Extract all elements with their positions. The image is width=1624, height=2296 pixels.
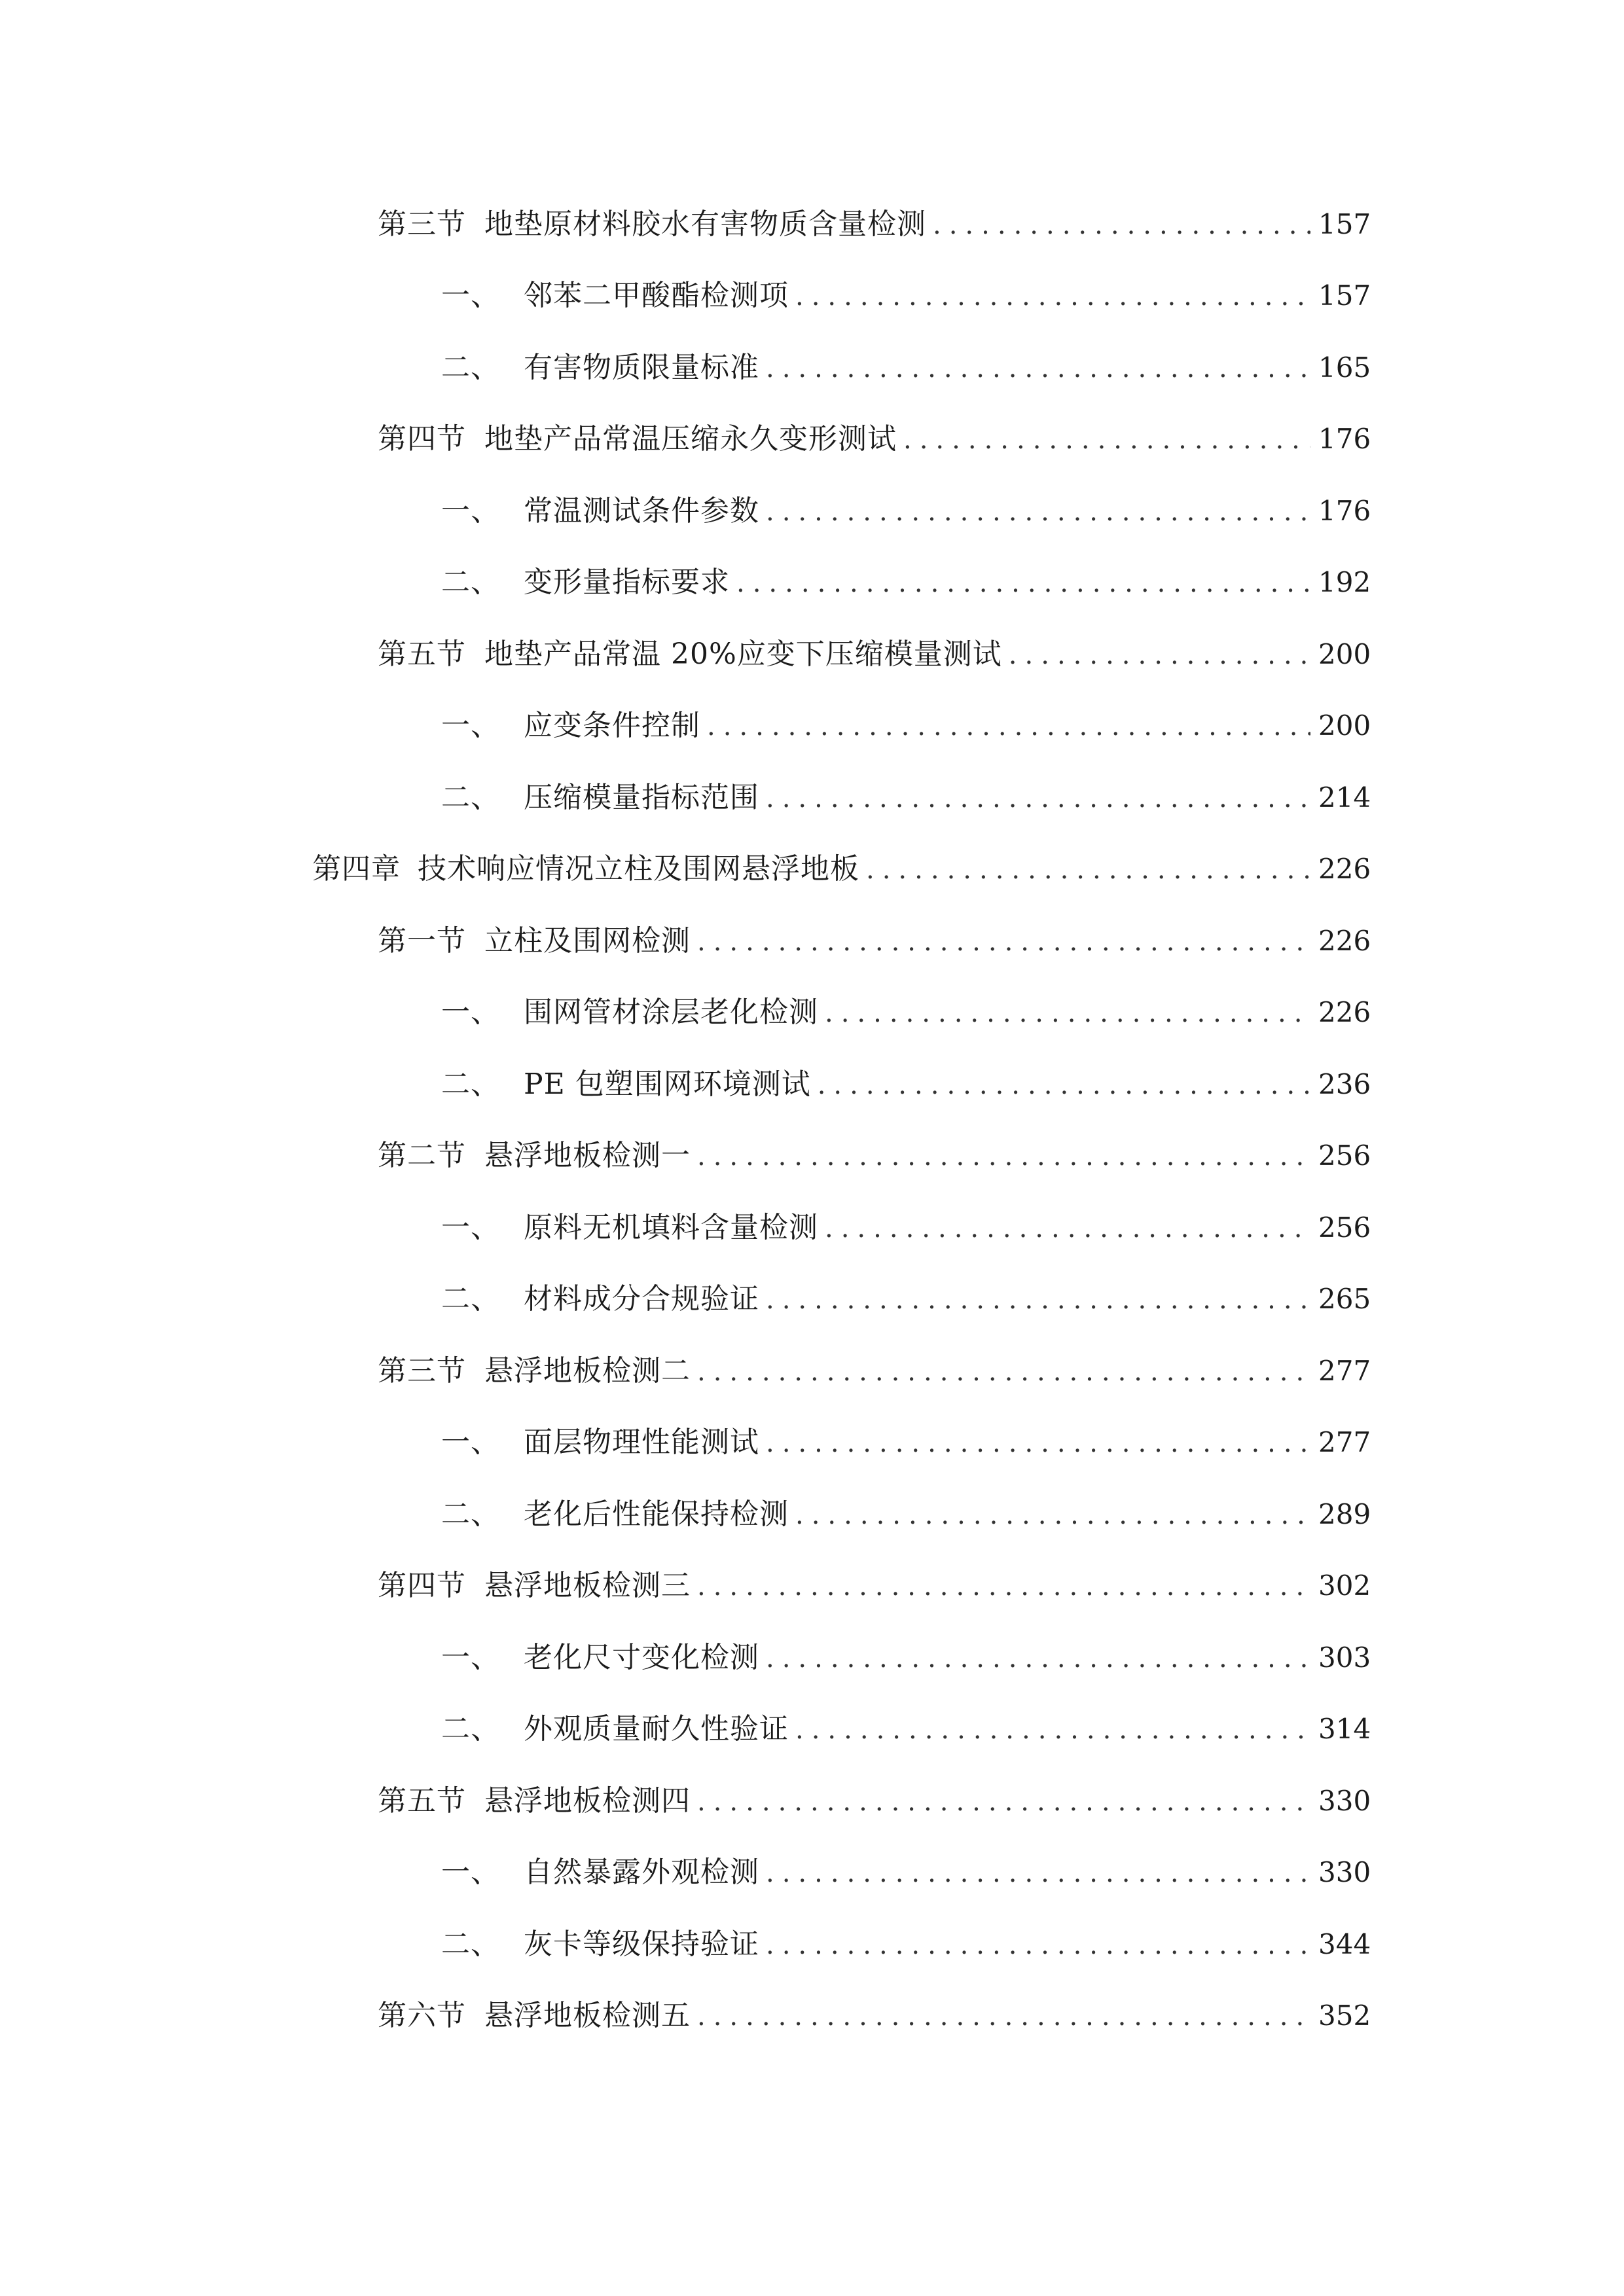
dot-leader xyxy=(697,2003,1310,2030)
toc-page-number: 344 xyxy=(1318,1928,1371,1960)
toc-page-number: 265 xyxy=(1318,1283,1371,1316)
toc-entry-number: 一、 xyxy=(441,1640,500,1674)
toc-entry-title: 外观质量耐久性验证 xyxy=(524,1712,789,1746)
toc-subsection-entry[interactable] xyxy=(0,547,1624,619)
toc-entry-label xyxy=(312,852,859,886)
toc-subsection-entry[interactable] xyxy=(0,1407,1624,1479)
toc-entry-label xyxy=(441,1927,759,1961)
toc-entry-label xyxy=(378,924,691,958)
toc-entry-number: 二、 xyxy=(441,780,500,814)
toc-entry-title: 悬浮地板检测二 xyxy=(484,1354,691,1388)
toc-entry-title: 悬浮地板检测五 xyxy=(484,1999,691,2033)
toc-entry-title: 地垫原材料胶水有害物质含量检测 xyxy=(484,207,926,241)
dot-leader xyxy=(766,1430,1310,1456)
toc-entry-row xyxy=(441,1426,1371,1460)
dot-leader xyxy=(903,427,1310,453)
toc-entry-title: 变形量指标要求 xyxy=(524,565,730,600)
toc-entry-title: 老化尺寸变化检测 xyxy=(524,1640,759,1674)
toc-entry-row xyxy=(378,1999,1371,2033)
toc-entry-number: 第三节 xyxy=(378,1354,466,1388)
toc-page-number: 214 xyxy=(1318,781,1371,814)
toc-entry-title: PE 包塑围网环境测试 xyxy=(524,1067,811,1101)
dot-leader xyxy=(766,355,1310,382)
toc-chapter-entry[interactable] xyxy=(0,834,1624,906)
toc-entry-label xyxy=(441,565,730,600)
toc-entry-title: 围网管材涂层老化检测 xyxy=(524,996,818,1030)
toc-page-number: 302 xyxy=(1318,1570,1371,1602)
toc-entry-row xyxy=(378,1569,1371,1603)
toc-section-entry[interactable] xyxy=(0,1121,1624,1193)
toc-entry-number: 一、 xyxy=(441,279,500,313)
toc-entry-title: 面层物理性能测试 xyxy=(524,1426,759,1460)
toc-entry-title: 地垫产品常温压缩永久变形测试 xyxy=(484,422,897,456)
toc-entry-row xyxy=(378,1784,1371,1818)
dot-leader xyxy=(697,1359,1310,1385)
dot-leader xyxy=(766,785,1310,812)
toc-entry-number: 二、 xyxy=(441,1712,500,1746)
toc-entry-row xyxy=(378,207,1371,241)
toc-page-number: 277 xyxy=(1318,1426,1371,1459)
toc-page-number: 200 xyxy=(1318,637,1371,670)
toc-entry-number: 一、 xyxy=(441,493,500,528)
toc-subsection-entry[interactable] xyxy=(0,260,1624,332)
dot-leader xyxy=(736,570,1310,596)
toc-section-entry[interactable] xyxy=(0,1765,1624,1837)
toc-entry-row xyxy=(378,422,1371,456)
toc-subsection-entry[interactable] xyxy=(0,1837,1624,1909)
dot-leader xyxy=(766,1932,1310,1958)
toc-entry-row xyxy=(441,493,1371,528)
toc-entry-row xyxy=(378,924,1371,958)
toc-entry-number: 二、 xyxy=(441,1067,500,1101)
toc-entry-label xyxy=(378,1569,691,1603)
toc-entry-row xyxy=(441,565,1371,600)
toc-page-number: 157 xyxy=(1318,279,1371,312)
toc-section-entry[interactable] xyxy=(0,1335,1624,1407)
toc-entry-label xyxy=(441,1210,818,1244)
dot-leader xyxy=(766,1645,1310,1672)
toc-section-entry[interactable] xyxy=(0,905,1624,977)
toc-entry-number: 第三节 xyxy=(378,207,466,241)
toc-entry-row xyxy=(378,637,1371,671)
toc-entry-label xyxy=(441,1282,759,1316)
toc-entry-row xyxy=(441,279,1371,313)
toc-entry-label xyxy=(378,637,1002,671)
toc-subsection-entry[interactable] xyxy=(0,691,1624,762)
toc-entry-title: 老化后性能保持检测 xyxy=(524,1497,789,1531)
toc-section-entry[interactable] xyxy=(0,619,1624,691)
toc-entry-number: 一、 xyxy=(441,1856,500,1890)
toc-entry-label xyxy=(441,780,759,814)
toc-entry-title: 压缩模量指标范围 xyxy=(524,780,759,814)
toc-entry-number: 一、 xyxy=(441,1210,500,1244)
dot-leader xyxy=(795,283,1310,310)
toc-entry-number: 第五节 xyxy=(378,1784,466,1818)
toc-entry-title: 悬浮地板检测三 xyxy=(484,1569,691,1603)
toc-page-number: 314 xyxy=(1318,1713,1371,1746)
toc-subsection-entry[interactable] xyxy=(0,1909,1624,1981)
toc-entry-title: 应变条件控制 xyxy=(524,709,700,743)
toc-entry-title: 悬浮地板检测一 xyxy=(484,1139,691,1173)
toc-page-number: 236 xyxy=(1318,1067,1371,1100)
toc-entry-label xyxy=(441,1067,811,1101)
toc-entry-number: 第五节 xyxy=(378,637,466,671)
toc-entry-title: 悬浮地板检测四 xyxy=(484,1784,691,1818)
dot-leader xyxy=(818,1072,1310,1098)
dot-leader xyxy=(697,1789,1310,1815)
toc-page-number: 226 xyxy=(1318,996,1371,1029)
toc-page-number: 289 xyxy=(1318,1498,1371,1530)
dot-leader xyxy=(825,1000,1310,1026)
toc-entry-row xyxy=(441,1927,1371,1961)
toc-entry-title: 原料无机填料含量检测 xyxy=(524,1210,818,1244)
toc-entry-row xyxy=(441,1640,1371,1674)
toc-entry-label xyxy=(441,996,818,1030)
toc-page-number: 192 xyxy=(1318,566,1371,599)
toc-entry-number: 第一节 xyxy=(378,924,466,958)
toc-entry-title: 邻苯二甲酸酯检测项 xyxy=(524,279,789,313)
toc-entry-title: 地垫产品常温 20%应变下压缩模量测试 xyxy=(484,637,1002,671)
dot-leader xyxy=(795,1502,1310,1528)
dot-leader xyxy=(933,212,1310,238)
toc-entry-label xyxy=(441,1856,759,1890)
toc-page-number: 330 xyxy=(1318,1784,1371,1817)
toc-entry-number: 一、 xyxy=(441,996,500,1030)
toc-entry-label xyxy=(441,1426,759,1460)
toc-subsection-entry[interactable] xyxy=(0,475,1624,547)
toc-page-number: 330 xyxy=(1318,1856,1371,1889)
toc-entry-number: 二、 xyxy=(441,1497,500,1531)
toc-subsection-entry[interactable] xyxy=(0,1694,1624,1766)
toc-entry-number: 第四章 xyxy=(312,852,401,886)
toc-page-number: 165 xyxy=(1318,351,1371,384)
toc-page-number: 176 xyxy=(1318,494,1371,527)
toc-entry-number: 第二节 xyxy=(378,1139,466,1173)
toc-entry-title: 自然暴露外观检测 xyxy=(524,1856,759,1890)
toc-page-number: 226 xyxy=(1318,924,1371,957)
toc-entry-title: 技术响应情况立柱及围网悬浮地板 xyxy=(418,852,859,886)
toc-section-entry[interactable] xyxy=(0,1551,1624,1623)
dot-leader xyxy=(766,1287,1310,1313)
toc-page-number: 200 xyxy=(1318,709,1371,742)
toc-entry-number: 二、 xyxy=(441,1927,500,1961)
toc-entry-label xyxy=(441,1640,759,1674)
toc-entry-label xyxy=(378,422,897,456)
toc-entry-title: 立柱及围网检测 xyxy=(484,924,691,958)
dot-leader xyxy=(697,929,1310,955)
toc-page-number: 226 xyxy=(1318,853,1371,886)
toc-entry-label xyxy=(378,1139,691,1173)
dot-leader xyxy=(766,1860,1310,1886)
toc-entry-number: 第六节 xyxy=(378,1999,466,2033)
toc-entry-row xyxy=(312,852,1371,886)
toc-entry-row xyxy=(441,1856,1371,1890)
toc-entry-label xyxy=(441,350,759,384)
toc-entry-label xyxy=(441,1712,789,1746)
toc-entry-title: 常温测试条件参数 xyxy=(524,493,759,528)
toc-entry-label xyxy=(441,1497,789,1531)
toc-entry-label xyxy=(378,1354,691,1388)
toc-section-entry[interactable] xyxy=(0,188,1624,260)
dot-leader xyxy=(697,1573,1310,1600)
toc-entry-row xyxy=(378,1139,1371,1173)
toc-entry-number: 二、 xyxy=(441,1282,500,1316)
toc-entry-number: 第四节 xyxy=(378,422,466,456)
toc-subsection-entry[interactable] xyxy=(0,1622,1624,1694)
dot-leader xyxy=(866,857,1310,883)
toc-entry-label xyxy=(441,279,789,313)
toc-entry-row xyxy=(441,1067,1371,1101)
toc-subsection-entry[interactable] xyxy=(0,762,1624,834)
toc-page-number: 176 xyxy=(1318,423,1371,456)
toc-entry-label xyxy=(378,1784,691,1818)
toc-subsection-entry[interactable] xyxy=(0,1049,1624,1121)
toc-entry-title: 材料成分合规验证 xyxy=(524,1282,759,1316)
toc-page-number: 256 xyxy=(1318,1139,1371,1172)
dot-leader xyxy=(795,1717,1310,1743)
toc-section-entry[interactable] xyxy=(0,1981,1624,2053)
toc-entry-number: 二、 xyxy=(441,350,500,384)
dot-leader xyxy=(825,1215,1310,1242)
toc-entry-label xyxy=(441,709,700,743)
toc-page-number: 277 xyxy=(1318,1354,1371,1387)
toc-entry-row xyxy=(441,350,1371,384)
toc-entry-row xyxy=(441,1712,1371,1746)
toc-entry-label xyxy=(378,1999,691,2033)
toc-page-number: 352 xyxy=(1318,2000,1371,2032)
toc-entry-row xyxy=(441,1282,1371,1316)
toc-subsection-entry[interactable] xyxy=(0,1192,1624,1264)
toc-subsection-entry[interactable] xyxy=(0,1264,1624,1336)
dot-leader xyxy=(707,713,1310,740)
toc-entry-number: 一、 xyxy=(441,1426,500,1460)
dot-leader xyxy=(1009,642,1310,668)
toc-entry-number: 第四节 xyxy=(378,1569,466,1603)
toc-subsection-entry[interactable] xyxy=(0,977,1624,1049)
toc-entry-row xyxy=(441,780,1371,814)
toc-page-number: 303 xyxy=(1318,1641,1371,1674)
toc-entry-row xyxy=(441,709,1371,743)
dot-leader xyxy=(697,1143,1310,1170)
toc-entry-label xyxy=(378,207,926,241)
toc-entry-number: 一、 xyxy=(441,709,500,743)
toc-entry-row xyxy=(441,1497,1371,1531)
toc-entry-title: 有害物质限量标准 xyxy=(524,350,759,384)
toc-entry-label xyxy=(441,493,759,528)
toc-entry-row xyxy=(441,996,1371,1030)
toc-subsection-entry[interactable] xyxy=(0,1479,1624,1551)
toc-entry-row xyxy=(378,1354,1371,1388)
dot-leader xyxy=(766,499,1310,525)
toc-entry-title: 灰卡等级保持验证 xyxy=(524,1927,759,1961)
toc-section-entry[interactable] xyxy=(0,404,1624,476)
toc-entry-row xyxy=(441,1210,1371,1244)
toc-page-number: 157 xyxy=(1318,207,1371,240)
toc-subsection-entry[interactable] xyxy=(0,332,1624,404)
table-of-contents xyxy=(0,188,1624,2052)
toc-page-number: 256 xyxy=(1318,1211,1371,1244)
toc-entry-number: 二、 xyxy=(441,565,500,600)
